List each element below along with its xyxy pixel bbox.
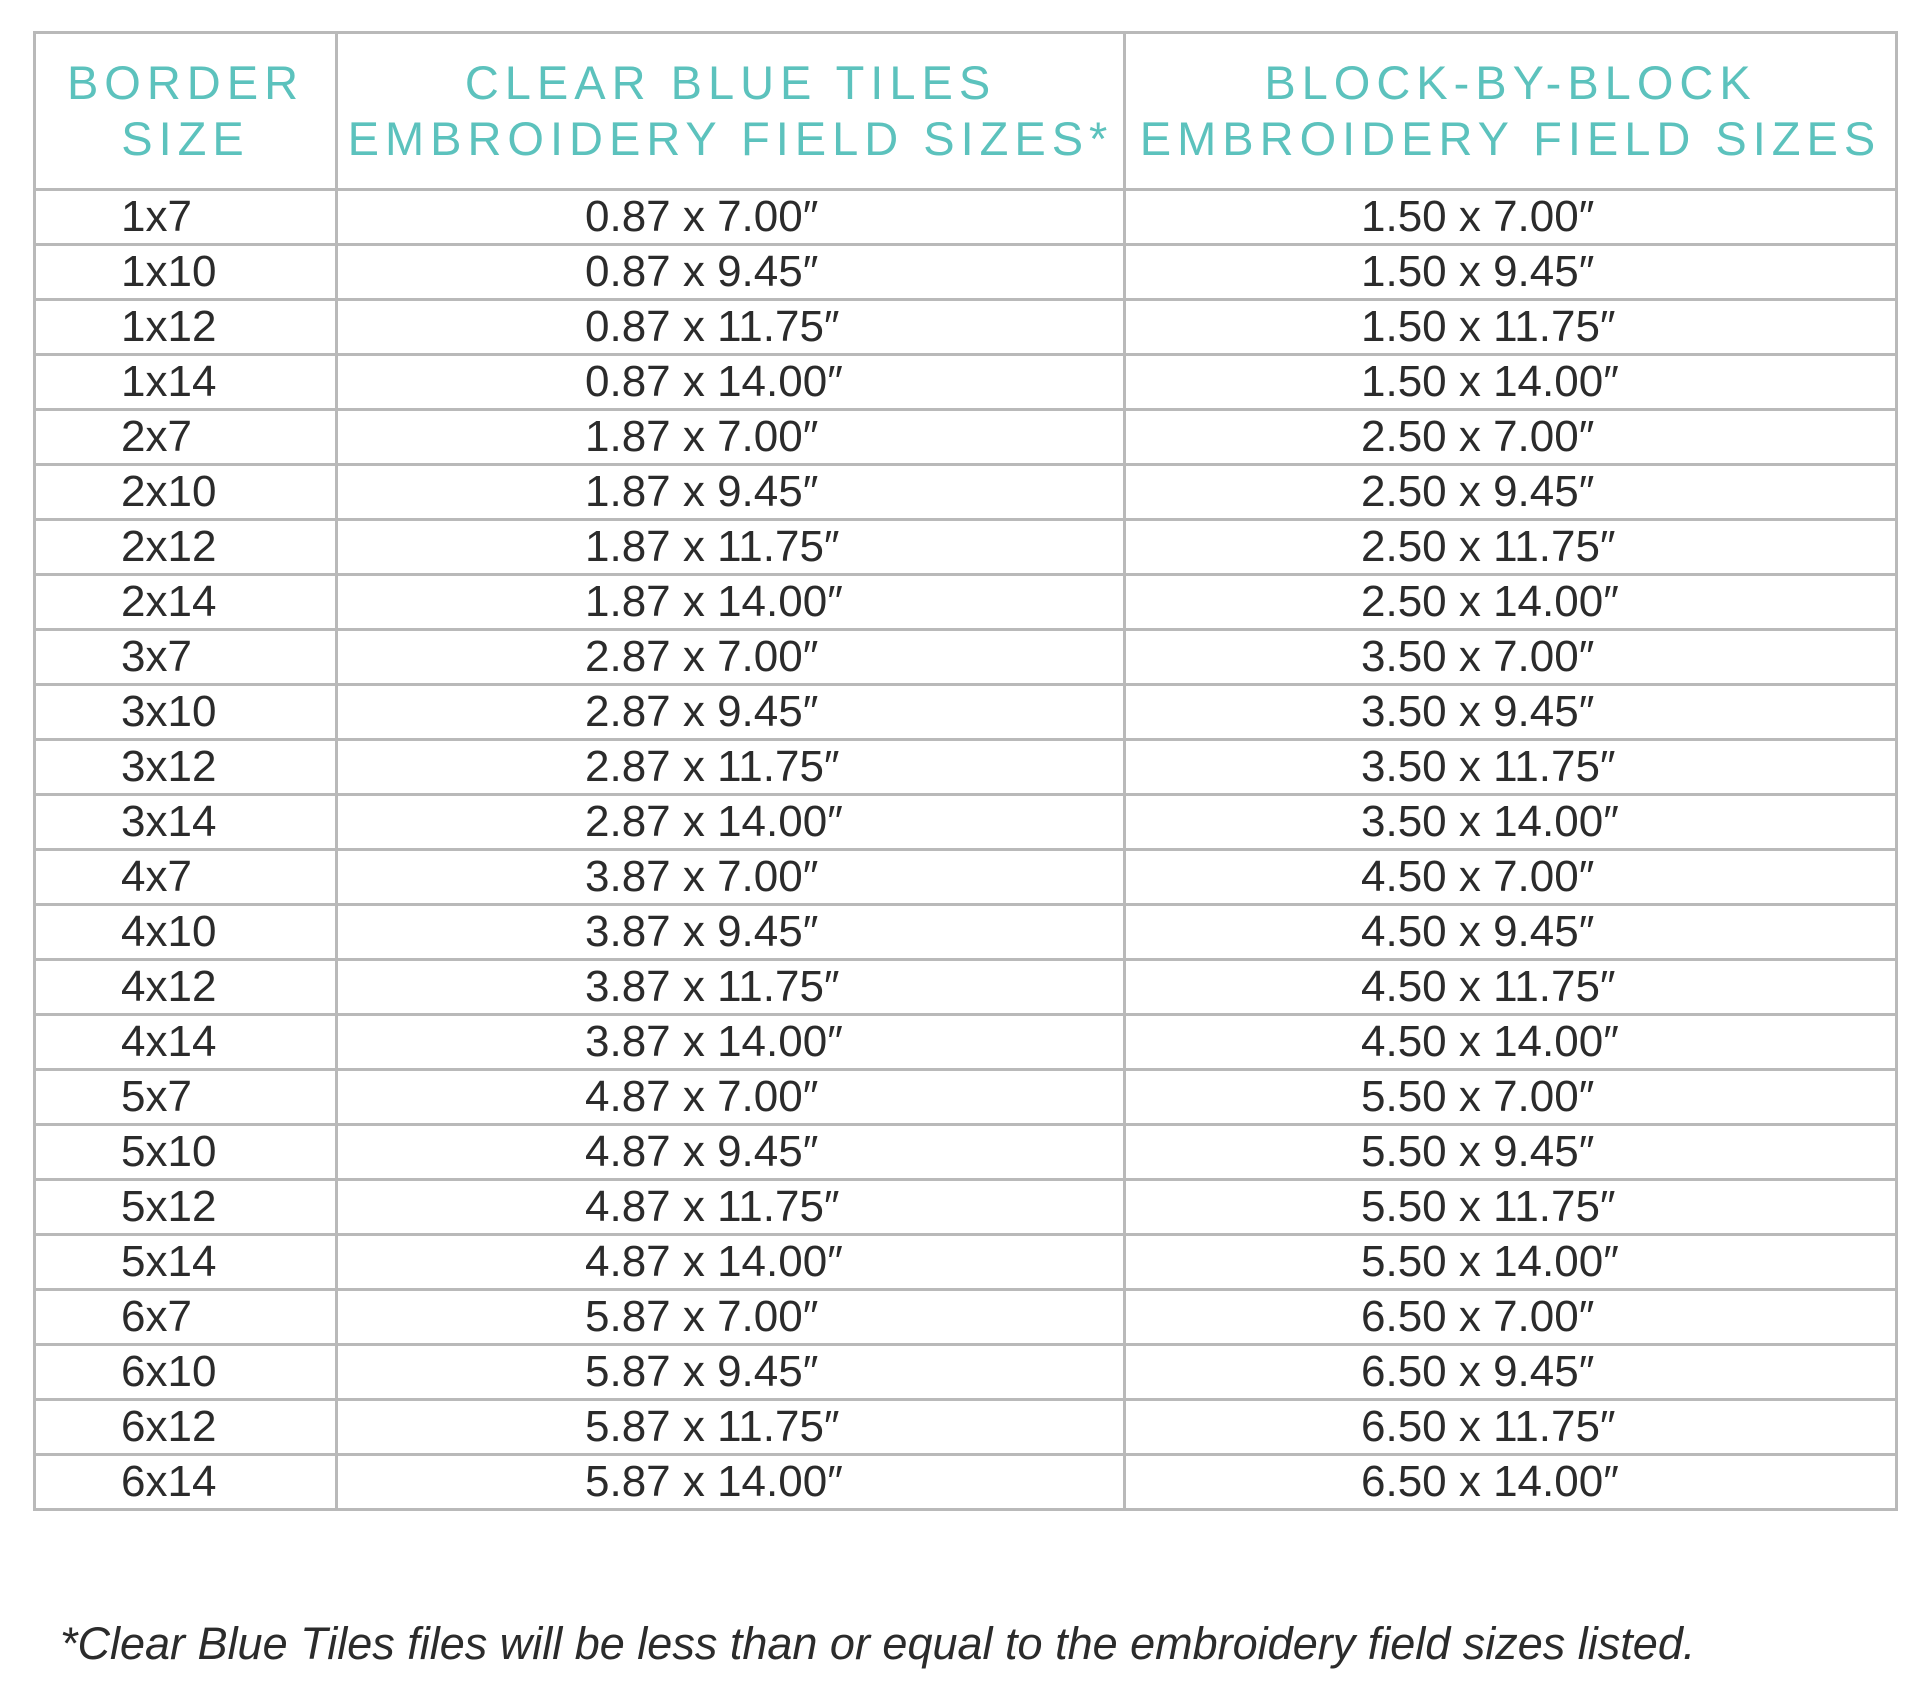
border-size-cell: 6x7 bbox=[35, 1290, 337, 1345]
border-size-cell: 4x10 bbox=[35, 905, 337, 960]
table-row bbox=[35, 1180, 1897, 1235]
border-size-cell: 5x14 bbox=[35, 1235, 337, 1290]
table-row bbox=[35, 575, 1897, 630]
border-size-cell: 3x12 bbox=[35, 740, 337, 795]
border-size-cell: 4x14 bbox=[35, 1015, 337, 1070]
border-size-cell: 2x12 bbox=[35, 520, 337, 575]
block-by-block-size-cell: 6.50 x 9.45″ bbox=[1125, 1345, 1897, 1400]
table-row bbox=[35, 960, 1897, 1015]
table-row bbox=[35, 410, 1897, 465]
table-row bbox=[35, 1125, 1897, 1180]
border-size-cell: 6x14 bbox=[35, 1455, 337, 1510]
table-row bbox=[35, 1455, 1897, 1510]
border-size-cell: 1x12 bbox=[35, 300, 337, 355]
clear-blue-tiles-size-cell: 4.87 x 14.00″ bbox=[337, 1235, 1125, 1290]
table-row bbox=[35, 630, 1897, 685]
border-size-cell: 2x10 bbox=[35, 465, 337, 520]
clear-blue-tiles-size-cell: 1.87 x 7.00″ bbox=[337, 410, 1125, 465]
block-by-block-size-cell: 4.50 x 7.00″ bbox=[1125, 850, 1897, 905]
clear-blue-tiles-size-cell: 2.87 x 9.45″ bbox=[337, 685, 1125, 740]
block-by-block-size-cell: 5.50 x 9.45″ bbox=[1125, 1125, 1897, 1180]
table-row bbox=[35, 520, 1897, 575]
clear-blue-tiles-size-cell: 3.87 x 14.00″ bbox=[337, 1015, 1125, 1070]
block-by-block-size-cell: 4.50 x 9.45″ bbox=[1125, 905, 1897, 960]
table-row bbox=[35, 355, 1897, 410]
header-line: BORDER bbox=[66, 56, 305, 109]
border-size-cell: 2x7 bbox=[35, 410, 337, 465]
border-size-cell: 5x12 bbox=[35, 1180, 337, 1235]
table-row bbox=[35, 1015, 1897, 1070]
block-by-block-size-cell: 2.50 x 11.75″ bbox=[1125, 520, 1897, 575]
footnote: *Clear Blue Tiles files will be less than or equal to the embroidery field sizes listed. bbox=[60, 1618, 1696, 1669]
clear-blue-tiles-size-cell: 4.87 x 9.45″ bbox=[337, 1125, 1125, 1180]
table-body bbox=[35, 190, 1897, 1510]
header-border-size bbox=[35, 33, 337, 190]
clear-blue-tiles-size-cell: 2.87 x 7.00″ bbox=[337, 630, 1125, 685]
block-by-block-size-cell: 6.50 x 11.75″ bbox=[1125, 1400, 1897, 1455]
block-by-block-size-cell: 5.50 x 14.00″ bbox=[1125, 1235, 1897, 1290]
block-by-block-size-cell: 3.50 x 7.00″ bbox=[1125, 630, 1897, 685]
header-row bbox=[35, 33, 1897, 190]
header-clear-blue-tiles bbox=[337, 33, 1125, 190]
table-row bbox=[35, 740, 1897, 795]
border-size-cell: 5x7 bbox=[35, 1070, 337, 1125]
table-row bbox=[35, 795, 1897, 850]
table-row bbox=[35, 1235, 1897, 1290]
header-line: CLEAR BLUE TILES bbox=[464, 56, 997, 109]
clear-blue-tiles-size-cell: 5.87 x 9.45″ bbox=[337, 1345, 1125, 1400]
border-size-cell: 3x14 bbox=[35, 795, 337, 850]
table-row bbox=[35, 685, 1897, 740]
block-by-block-size-cell: 4.50 x 14.00″ bbox=[1125, 1015, 1897, 1070]
block-by-block-size-cell: 1.50 x 7.00″ bbox=[1125, 190, 1897, 245]
clear-blue-tiles-size-cell: 5.87 x 11.75″ bbox=[337, 1400, 1125, 1455]
border-size-cell: 3x7 bbox=[35, 630, 337, 685]
clear-blue-tiles-size-cell: 3.87 x 9.45″ bbox=[337, 905, 1125, 960]
block-by-block-size-cell: 2.50 x 7.00″ bbox=[1125, 410, 1897, 465]
border-size-cell: 4x7 bbox=[35, 850, 337, 905]
border-size-cell: 4x12 bbox=[35, 960, 337, 1015]
clear-blue-tiles-size-cell: 2.87 x 11.75″ bbox=[337, 740, 1125, 795]
clear-blue-tiles-size-cell: 0.87 x 11.75″ bbox=[337, 300, 1125, 355]
block-by-block-size-cell: 4.50 x 11.75″ bbox=[1125, 960, 1897, 1015]
table-row bbox=[35, 245, 1897, 300]
border-size-cell: 5x10 bbox=[35, 1125, 337, 1180]
clear-blue-tiles-size-cell: 4.87 x 11.75″ bbox=[337, 1180, 1125, 1235]
border-size-cell: 2x14 bbox=[35, 575, 337, 630]
header-line: SIZE bbox=[121, 112, 250, 165]
clear-blue-tiles-size-cell: 1.87 x 11.75″ bbox=[337, 520, 1125, 575]
table-row bbox=[35, 465, 1897, 520]
border-size-cell: 3x10 bbox=[35, 685, 337, 740]
block-by-block-size-cell: 5.50 x 11.75″ bbox=[1125, 1180, 1897, 1235]
table-row bbox=[35, 1290, 1897, 1345]
table-row bbox=[35, 905, 1897, 960]
border-size-cell: 1x14 bbox=[35, 355, 337, 410]
clear-blue-tiles-size-cell: 4.87 x 7.00″ bbox=[337, 1070, 1125, 1125]
border-size-cell: 1x10 bbox=[35, 245, 337, 300]
block-by-block-size-cell: 1.50 x 9.45″ bbox=[1125, 245, 1897, 300]
block-by-block-size-cell: 1.50 x 11.75″ bbox=[1125, 300, 1897, 355]
table-row bbox=[35, 1070, 1897, 1125]
block-by-block-size-cell: 2.50 x 14.00″ bbox=[1125, 575, 1897, 630]
table-row bbox=[35, 850, 1897, 905]
clear-blue-tiles-size-cell: 0.87 x 7.00″ bbox=[337, 190, 1125, 245]
block-by-block-size-cell: 1.50 x 14.00″ bbox=[1125, 355, 1897, 410]
table-row bbox=[35, 300, 1897, 355]
table-row bbox=[35, 1400, 1897, 1455]
block-by-block-size-cell: 3.50 x 9.45″ bbox=[1125, 685, 1897, 740]
clear-blue-tiles-size-cell: 5.87 x 14.00″ bbox=[337, 1455, 1125, 1510]
clear-blue-tiles-size-cell: 2.87 x 14.00″ bbox=[337, 795, 1125, 850]
block-by-block-size-cell: 6.50 x 7.00″ bbox=[1125, 1290, 1897, 1345]
clear-blue-tiles-size-cell: 5.87 x 7.00″ bbox=[337, 1290, 1125, 1345]
header-block-by-block bbox=[1125, 33, 1897, 190]
border-size-cell: 1x7 bbox=[35, 190, 337, 245]
table-header bbox=[35, 33, 1897, 190]
clear-blue-tiles-size-cell: 1.87 x 14.00″ bbox=[337, 575, 1125, 630]
block-by-block-size-cell: 2.50 x 9.45″ bbox=[1125, 465, 1897, 520]
block-by-block-size-cell: 3.50 x 14.00″ bbox=[1125, 795, 1897, 850]
clear-blue-tiles-size-cell: 0.87 x 14.00″ bbox=[337, 355, 1125, 410]
embroidery-size-table bbox=[33, 31, 1898, 1511]
block-by-block-size-cell: 5.50 x 7.00″ bbox=[1125, 1070, 1897, 1125]
clear-blue-tiles-size-cell: 3.87 x 7.00″ bbox=[337, 850, 1125, 905]
block-by-block-size-cell: 6.50 x 14.00″ bbox=[1125, 1455, 1897, 1510]
table-row bbox=[35, 190, 1897, 245]
header-line: BLOCK-BY-BLOCK bbox=[1264, 56, 1757, 109]
header-line: EMBROIDERY FIELD SIZES bbox=[1139, 112, 1882, 165]
clear-blue-tiles-size-cell: 3.87 x 11.75″ bbox=[337, 960, 1125, 1015]
table-row bbox=[35, 1345, 1897, 1400]
border-size-cell: 6x10 bbox=[35, 1345, 337, 1400]
clear-blue-tiles-size-cell: 0.87 x 9.45″ bbox=[337, 245, 1125, 300]
border-size-cell: 6x12 bbox=[35, 1400, 337, 1455]
block-by-block-size-cell: 3.50 x 11.75″ bbox=[1125, 740, 1897, 795]
clear-blue-tiles-size-cell: 1.87 x 9.45″ bbox=[337, 465, 1125, 520]
header-line: EMBROIDERY FIELD SIZES* bbox=[347, 112, 1114, 165]
